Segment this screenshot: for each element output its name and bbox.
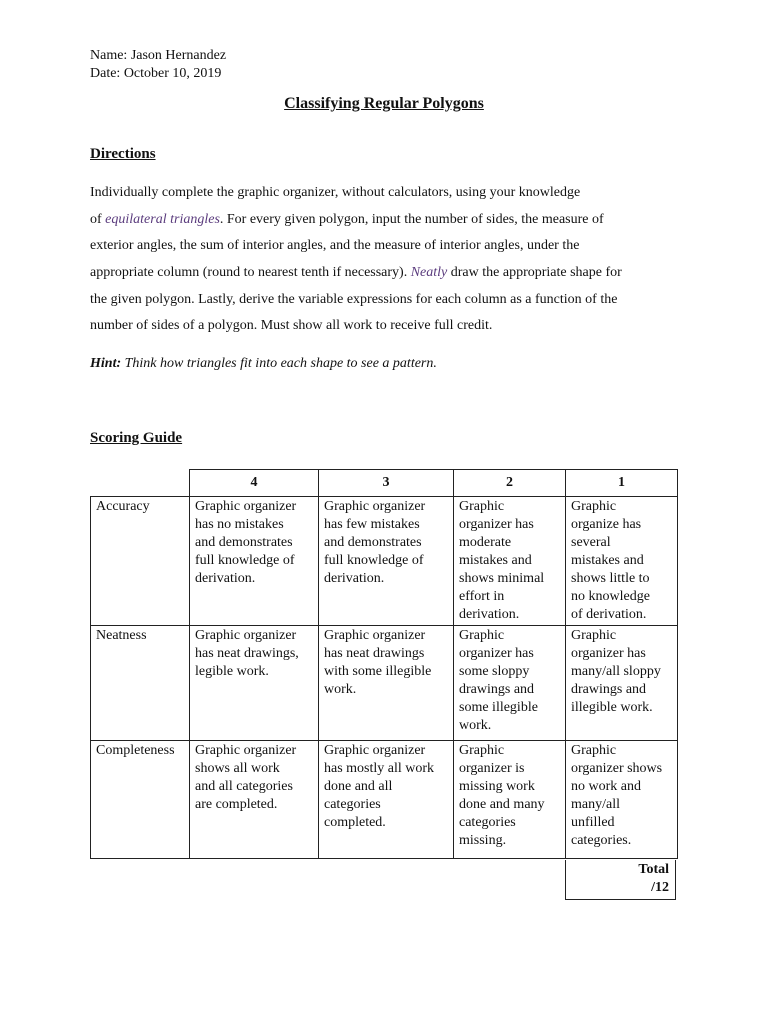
assignment-date: Date: October 10, 2019	[90, 66, 222, 81]
student-name: Name: Jason Hernandez	[90, 48, 227, 63]
rubric-cell-line: of derivation.	[571, 607, 647, 622]
rubric-cell-line: has no mistakes	[195, 517, 284, 532]
rubric-cell-line: Graphic organizer	[195, 743, 297, 758]
total-label: Total	[638, 862, 669, 877]
rubric-cell-line: done and many	[459, 797, 545, 812]
rubric-cell-line: missing.	[459, 833, 507, 848]
rubric-cell-line: and demonstrates	[324, 535, 422, 550]
rubric-cell-line: many/all	[571, 797, 620, 812]
rubric-row-accuracy	[91, 497, 678, 626]
rubric-cell-line: moderate	[459, 535, 512, 550]
rubric-cell-line: work.	[324, 682, 357, 697]
rubric-cell-line: missing work	[459, 779, 535, 794]
score-header-2: 2	[454, 470, 566, 497]
directions-line: Individually complete the graphic organizer, without calculators, using your knowledge	[90, 185, 581, 200]
text-run: draw the appropriate shape for	[447, 265, 622, 281]
rubric-cell-line: completed.	[324, 815, 386, 830]
rubric-cell-line: shows minimal	[459, 571, 545, 586]
rubric-cell	[190, 497, 319, 626]
rubric-cell-line: unfilled	[571, 815, 615, 830]
rubric-cell-line: legible work.	[195, 664, 269, 679]
rubric-cell-line: full knowledge of	[324, 553, 424, 568]
rubric-cell	[454, 626, 566, 741]
rubric-cell-line: effort in	[459, 589, 505, 604]
rubric-cell-line: organizer shows	[571, 761, 663, 776]
rubric-cell-line: done and all	[324, 779, 393, 794]
directions-heading: Directions	[90, 146, 156, 162]
rubric-cell	[190, 741, 319, 859]
rubric-cell	[566, 626, 678, 741]
scoring-guide-heading: Scoring Guide	[90, 430, 183, 446]
row-label: Neatness	[91, 626, 190, 741]
rubric-cell-line: has neat drawings	[324, 646, 425, 661]
rubric-cell-line: no knowledge	[571, 589, 650, 604]
rubric-cell-line: many/all sloppy	[571, 664, 661, 679]
rubric-header-row	[91, 470, 678, 497]
hint-text: Think how triangles fit into each shape to see a pattern.	[121, 356, 437, 371]
rubric-cell-line: mistakes and	[459, 553, 532, 568]
total-box	[565, 860, 676, 900]
rubric-cell-line: categories	[459, 815, 516, 830]
hint	[90, 356, 437, 372]
page-title: Classifying Regular Polygons	[284, 95, 484, 112]
rubric-cell	[454, 497, 566, 626]
total-value: /12	[651, 880, 669, 895]
rubric-cell-line: several	[571, 535, 611, 550]
rubric-cell-line: derivation.	[324, 571, 385, 586]
rubric-cell	[190, 626, 319, 741]
rubric-cell-line: organizer has	[459, 517, 534, 532]
rubric-cell-line: has mostly all work	[324, 761, 435, 776]
header-blank-cell	[91, 470, 190, 497]
rubric-cell	[319, 626, 454, 741]
rubric-cell-line: mistakes and	[571, 553, 644, 568]
rubric-cell-line: derivation.	[195, 571, 256, 586]
rubric-cell-line: no work and	[571, 779, 641, 794]
directions-paragraph	[90, 183, 690, 343]
rubric-cell-line: Graphic organizer	[195, 499, 297, 514]
rubric-cell-line: organizer has	[459, 646, 534, 661]
score-header-4: 4	[190, 470, 319, 497]
text-run: of	[90, 211, 106, 227]
directions-line: exterior angles, the sum of interior angles, and the measure of interior angles, under the	[90, 238, 580, 254]
rubric-cell-line: Graphic organizer	[195, 628, 297, 643]
rubric-cell-line: some illegible	[459, 700, 538, 715]
directions-line	[90, 263, 690, 290]
rubric-cell-line: Graphic organizer	[324, 499, 426, 514]
rubric-cell-line: has neat drawings,	[195, 646, 299, 661]
directions-line: number of sides of a polygon. Must show all work to receive full credit.	[90, 318, 493, 334]
rubric-cell-line: Graphic	[459, 499, 505, 514]
rubric-row-completeness	[91, 741, 678, 859]
rubric-cell-line: drawings and	[459, 682, 535, 697]
rubric-cell	[319, 741, 454, 859]
rubric-cell-line: has few mistakes	[324, 517, 420, 532]
rubric-cell-line: Graphic	[459, 743, 505, 758]
score-header-3: 3	[319, 470, 454, 497]
rubric-cell-line: some sloppy	[459, 664, 530, 679]
rubric-cell-line: categories	[324, 797, 381, 812]
rubric-cell-line: organize has	[571, 517, 642, 532]
rubric-cell-line: and all categories	[195, 779, 293, 794]
row-label: Accuracy	[91, 497, 190, 626]
rubric-cell-line: Graphic	[571, 628, 617, 643]
score-header-1: 1	[566, 470, 678, 497]
directions-line	[90, 210, 690, 237]
rubric-cell-line: derivation.	[459, 607, 520, 622]
row-label: Completeness	[91, 741, 190, 859]
directions-line: the given polygon. Lastly, derive the variable expressions for each column as a function of the	[90, 291, 618, 307]
text-run: . For every given polygon, input the number of sides, the measure of	[219, 211, 604, 227]
rubric-cell	[566, 497, 678, 626]
rubric-cell-line: full knowledge of	[195, 553, 295, 568]
rubric-cell-line: Graphic	[571, 743, 617, 758]
rubric-cell-line: Graphic organizer	[324, 628, 426, 643]
rubric-cell-line: illegible work.	[571, 700, 653, 715]
rubric-cell-line: organizer has	[571, 646, 646, 661]
rubric-cell-line: work.	[459, 718, 492, 733]
rubric-cell-line: with some illegible	[324, 664, 432, 679]
rubric-cell-line: Graphic	[459, 628, 505, 643]
rubric-row-neatness	[91, 626, 678, 741]
emphasis-neatly: Neatly	[410, 265, 448, 281]
rubric-cell	[454, 741, 566, 859]
rubric-cell-line: shows little to	[571, 571, 650, 586]
rubric-cell-line: are completed.	[195, 797, 278, 812]
rubric-cell-line: shows all work	[195, 761, 280, 776]
rubric-cell-line: and demonstrates	[195, 535, 293, 550]
rubric-cell-line: categories.	[571, 833, 632, 848]
text-run: appropriate column (round to nearest tenth if necessary).	[90, 265, 411, 281]
rubric-cell-line: Graphic organizer	[324, 743, 426, 758]
emphasis-equilateral: equilateral triangles	[105, 211, 220, 227]
rubric-cell-line: Graphic	[571, 499, 617, 514]
rubric-cell-line: drawings and	[571, 682, 647, 697]
rubric-cell	[319, 497, 454, 626]
rubric-cell	[566, 741, 678, 859]
hint-label: Hint:	[90, 356, 122, 371]
scoring-rubric-table	[90, 469, 678, 859]
rubric-cell-line: organizer is	[459, 761, 525, 776]
